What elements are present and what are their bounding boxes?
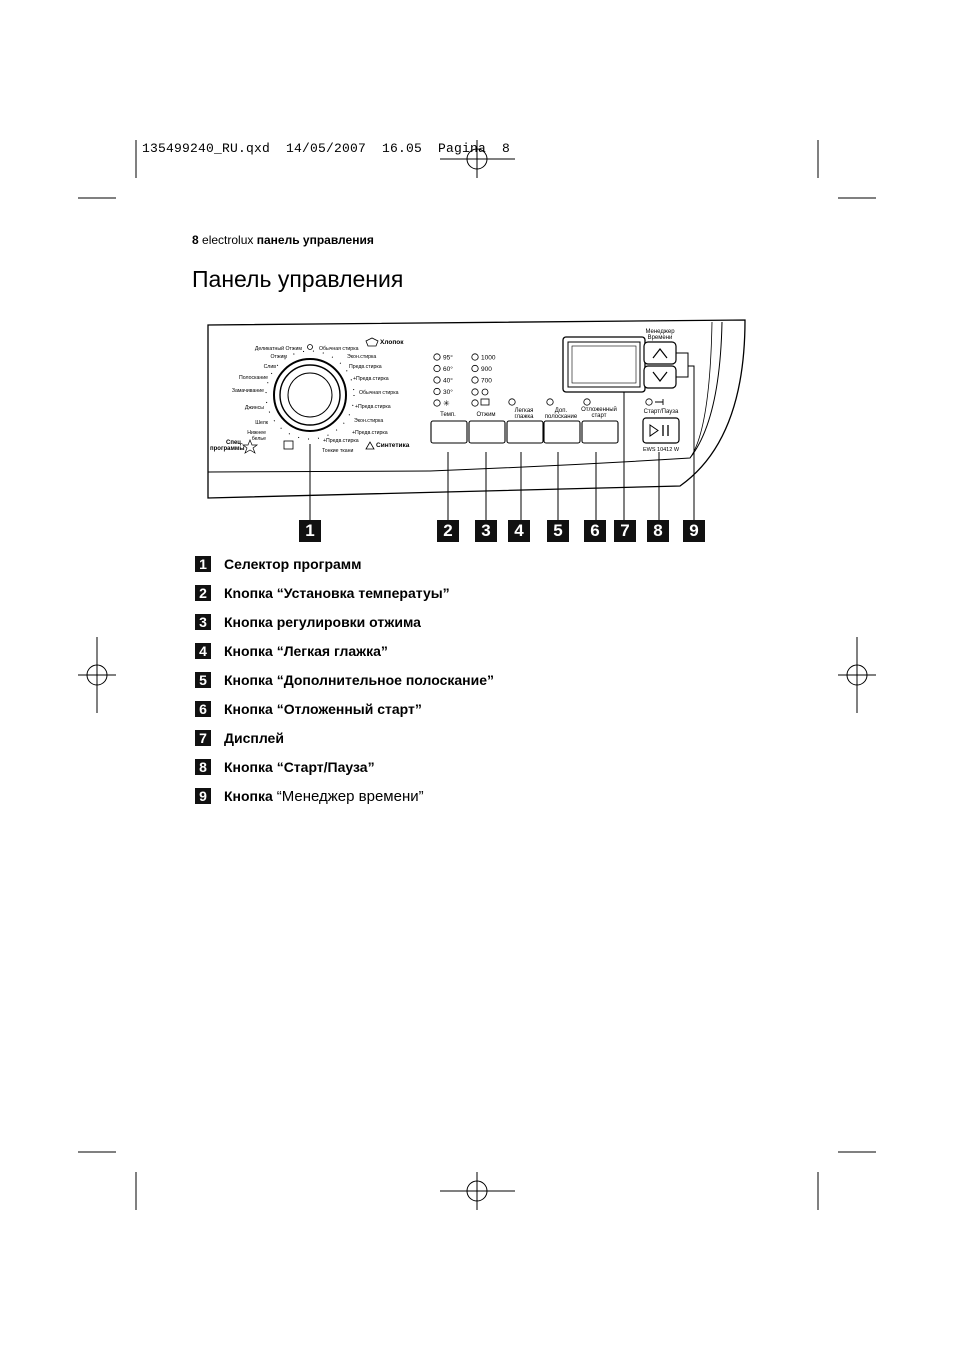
dial-label-left: Деликатный Отжим bbox=[254, 346, 302, 352]
easy-iron-label-1: Легкая bbox=[514, 408, 534, 414]
dial-label-left: Слив bbox=[263, 364, 276, 370]
legend-text: Селектор программ bbox=[224, 556, 362, 572]
callout-8: 8 bbox=[647, 520, 669, 542]
dial-label-right: +Предв.стирка bbox=[355, 404, 391, 410]
dial-label-right: Обычная стирка bbox=[319, 346, 359, 352]
callout-2: 2 bbox=[437, 520, 459, 542]
extra-rinse-button[interactable] bbox=[544, 421, 580, 443]
dial-label-right: Предв.стирка bbox=[349, 364, 382, 370]
dial-label-right: Экон.стирка bbox=[354, 418, 384, 424]
temp-option-label: 40° bbox=[443, 377, 453, 385]
dial-label-left: Джинсы bbox=[244, 405, 264, 411]
cold-icon: ✳ bbox=[443, 399, 450, 408]
dial-label-right: +Предв.стирка bbox=[353, 376, 389, 382]
extra-rinse-label-2: полоскание bbox=[544, 414, 578, 420]
special-label-2: программы bbox=[210, 446, 245, 452]
delay-label-1: Отложенный bbox=[581, 407, 617, 413]
legend-item bbox=[195, 699, 422, 719]
time-manager-label-1: Менеджер bbox=[645, 329, 675, 335]
door-lock-led bbox=[646, 399, 652, 405]
temp-led bbox=[434, 377, 440, 383]
dial-label-right: Тонкие ткани bbox=[322, 448, 354, 454]
easy-iron-label-2: глажка bbox=[514, 414, 534, 420]
callout-9: 9 bbox=[683, 520, 705, 542]
dial-label-right: Обычная стирка bbox=[359, 390, 399, 396]
temp-option-label: 95° bbox=[443, 354, 453, 362]
cotton-icon bbox=[366, 338, 378, 346]
easy-iron-button[interactable] bbox=[507, 421, 543, 443]
time-down-button[interactable] bbox=[644, 366, 676, 388]
spin-button-label: Отжим bbox=[476, 412, 496, 418]
delay-start-button[interactable] bbox=[582, 421, 618, 443]
dial-label-left: Шелк bbox=[255, 420, 268, 426]
dial-label-left: Замачивание bbox=[231, 388, 264, 394]
callout-5: 5 bbox=[547, 520, 569, 542]
page-title: Панель управления bbox=[192, 266, 404, 292]
spin-led bbox=[472, 354, 478, 360]
spin-option-label: 900 bbox=[481, 366, 492, 373]
brand-name: electrolux bbox=[202, 233, 254, 247]
cotton-label: Хлопок bbox=[380, 339, 404, 346]
legend-item bbox=[195, 757, 375, 777]
delay-label-2: старт bbox=[591, 413, 607, 419]
special-label-1: Спец. bbox=[226, 440, 243, 446]
legend-text-bold: Кнопка bbox=[224, 787, 273, 804]
callout-6: 6 bbox=[584, 520, 606, 542]
key-icon bbox=[655, 399, 663, 405]
legend-text: Кнопка “Отложенный старт” bbox=[224, 701, 422, 717]
temp-button-label: Темп. bbox=[440, 412, 456, 418]
legend-number: 3 bbox=[195, 614, 211, 630]
handwash-icon bbox=[284, 441, 293, 449]
legend-number: 4 bbox=[195, 643, 211, 659]
spin-option-label: 700 bbox=[481, 377, 492, 385]
legend-text: Кnопка “Установка температуы” bbox=[224, 585, 450, 601]
temp-led bbox=[434, 388, 440, 394]
legend-text: Кнопка “Легкая глажка” bbox=[224, 643, 388, 659]
legend-item bbox=[195, 554, 362, 574]
temp-option-label: 60° bbox=[443, 366, 453, 373]
legend-number: 2 bbox=[195, 585, 211, 601]
dial-label-right: +Предв.стирка bbox=[352, 430, 388, 436]
legend-text: Кнопка регулировки отжима bbox=[224, 614, 421, 630]
spin-led bbox=[472, 365, 478, 371]
legend-item bbox=[195, 641, 388, 661]
synthetic-label: Синтетика bbox=[376, 442, 410, 449]
dial-label-right: +Предв.стирка bbox=[323, 438, 359, 444]
legend-number: 5 bbox=[195, 672, 211, 688]
dial-label-left: Отжим bbox=[270, 354, 287, 360]
dial-label-right: Экон.стирка bbox=[347, 354, 377, 360]
no-spin-icon bbox=[482, 389, 488, 395]
model-code: EWS 10412 W bbox=[642, 447, 680, 453]
temperature-options bbox=[434, 354, 453, 397]
spin-option-label: 1000 bbox=[481, 354, 496, 362]
dial-label-left: Нижнее bbox=[247, 430, 266, 436]
temp-option-label: 30° bbox=[443, 389, 453, 396]
display bbox=[563, 337, 645, 392]
extra-rinse-label-1: Доп. bbox=[554, 408, 568, 414]
legend-item bbox=[195, 786, 424, 806]
callout-7: 7 bbox=[614, 520, 636, 542]
spin-options bbox=[472, 354, 496, 385]
page-number: 8 bbox=[192, 233, 199, 247]
spin-led bbox=[472, 377, 478, 383]
extra-rinse-led bbox=[547, 399, 553, 405]
rinse-hold-icon bbox=[481, 399, 489, 405]
easy-iron-led bbox=[509, 399, 515, 405]
legend-item bbox=[195, 583, 450, 603]
print-slug: 135499240_RU.qxd 14/05/2007 16.05 Pagina 8 bbox=[142, 141, 511, 156]
spin-button[interactable] bbox=[469, 421, 505, 443]
panel-bottom-line bbox=[208, 471, 430, 472]
temp-led bbox=[434, 354, 440, 360]
legend-number: 7 bbox=[195, 730, 211, 746]
cold-indicator bbox=[434, 400, 440, 406]
temp-led bbox=[434, 365, 440, 371]
legend-item bbox=[195, 670, 494, 690]
off-indicator bbox=[308, 345, 313, 350]
dial-label-left: белье bbox=[251, 436, 266, 442]
synthetic-icon bbox=[366, 442, 374, 449]
callout-1: 1 bbox=[299, 520, 321, 542]
legend-text: Дисплей bbox=[224, 730, 284, 746]
time-up-button[interactable] bbox=[644, 342, 676, 364]
legend-text bbox=[224, 788, 424, 805]
legend-number: 1 bbox=[195, 556, 211, 572]
callout-4: 4 bbox=[508, 520, 530, 542]
legend-number: 9 bbox=[195, 788, 211, 804]
section-name: панель управления bbox=[256, 233, 374, 247]
start-pause-label: Старт/Пауза bbox=[643, 409, 679, 415]
dial-label-left: Полоскание bbox=[239, 375, 268, 381]
legend-number: 6 bbox=[195, 701, 211, 717]
legend-item bbox=[195, 728, 284, 748]
temperature-button[interactable] bbox=[431, 421, 467, 443]
legend-item bbox=[195, 612, 421, 632]
legend-text: Кнопка “Дополнительное полоскание” bbox=[224, 672, 494, 688]
legend-text: Кнопка “Старт/Пауза” bbox=[224, 759, 375, 775]
delay-start-led bbox=[584, 399, 590, 405]
start-pause-button[interactable] bbox=[643, 418, 679, 443]
time-manager-label-2: Времени bbox=[647, 335, 673, 341]
callout-3: 3 bbox=[475, 520, 497, 542]
legend-text-normal: “Менеджер времени” bbox=[276, 787, 424, 805]
legend-number: 8 bbox=[195, 759, 211, 775]
